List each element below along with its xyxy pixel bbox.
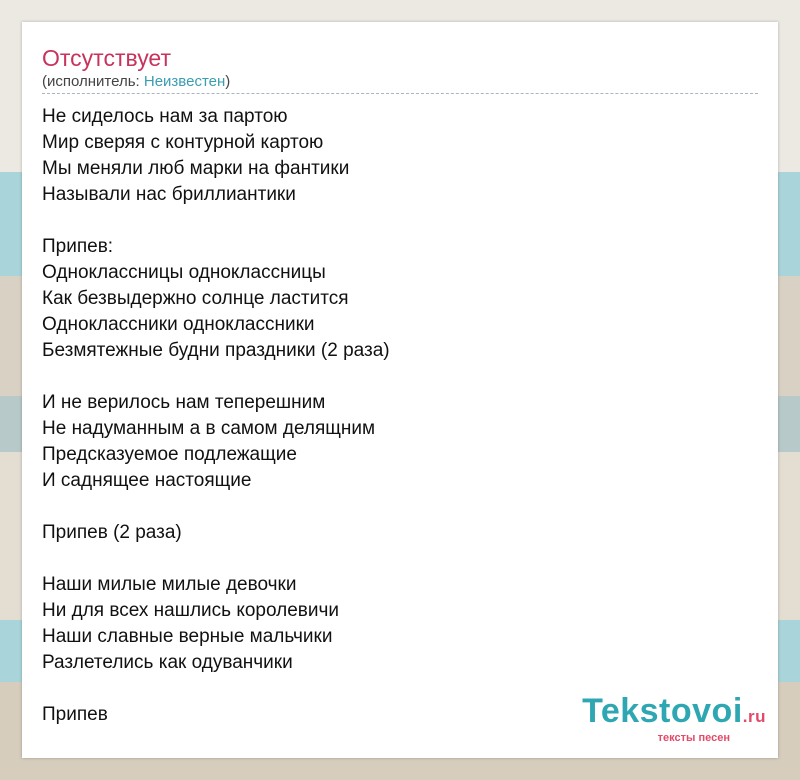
lyrics-line: Одноклассники одноклассники: [42, 314, 315, 335]
logo-name: Tekstovoi: [582, 692, 743, 730]
logo-domain: .ru: [742, 707, 766, 726]
lyrics-line: Называли нас бриллиантики: [42, 184, 296, 205]
lyrics-line: Наши милые милые девочки: [42, 574, 297, 595]
artist-link[interactable]: Неизвестен: [143, 73, 226, 90]
lyrics-line: Припев:: [42, 236, 114, 257]
lyrics-text: [42, 104, 758, 728]
lyrics-blank-line: [42, 364, 758, 390]
lyrics-line: Предсказуемое подлежащие: [42, 444, 297, 465]
lyrics-card: [22, 22, 778, 758]
lyrics-blank-line: [42, 208, 758, 234]
lyrics-line: И не верилось нам теперешним: [42, 392, 326, 413]
lyrics-line: Не надуманным а в самом делящним: [42, 418, 376, 439]
lyrics-line: Одноклассницы одноклассницы: [42, 262, 326, 283]
lyrics-blank-line: [42, 546, 758, 572]
lyrics-line: И саднящее настоящие: [42, 470, 252, 491]
divider: [42, 93, 758, 94]
lyrics-line: Ни для всех нашлись королевичи: [42, 600, 340, 621]
artist-suffix: ): [225, 73, 231, 90]
lyrics-line: Мы меняли люб марки на фантики: [42, 158, 350, 179]
lyrics-line: Наши славные верные мальчики: [42, 626, 333, 647]
song-title: Отсутствует: [42, 45, 171, 71]
artist-line: [42, 73, 230, 91]
lyrics-line: Разлетелись как одуванчики: [42, 652, 293, 673]
lyrics-line: Как безвыдержно солнце ластится: [42, 288, 349, 309]
artist-prefix: (исполнитель:: [42, 73, 144, 90]
lyrics-line: Припев (2 раза): [42, 522, 182, 543]
logo-tagline: тексты песен: [657, 732, 730, 744]
lyrics-blank-line: [42, 494, 758, 520]
lyrics-line: Припев: [42, 704, 108, 725]
site-logo[interactable]: [582, 694, 766, 744]
lyrics-line: Безмятежные будни праздники (2 раза): [42, 340, 390, 361]
lyrics-line: Не сиделось нам за партою: [42, 106, 288, 127]
lyrics-line: Мир сверяя с контурной картою: [42, 132, 324, 153]
